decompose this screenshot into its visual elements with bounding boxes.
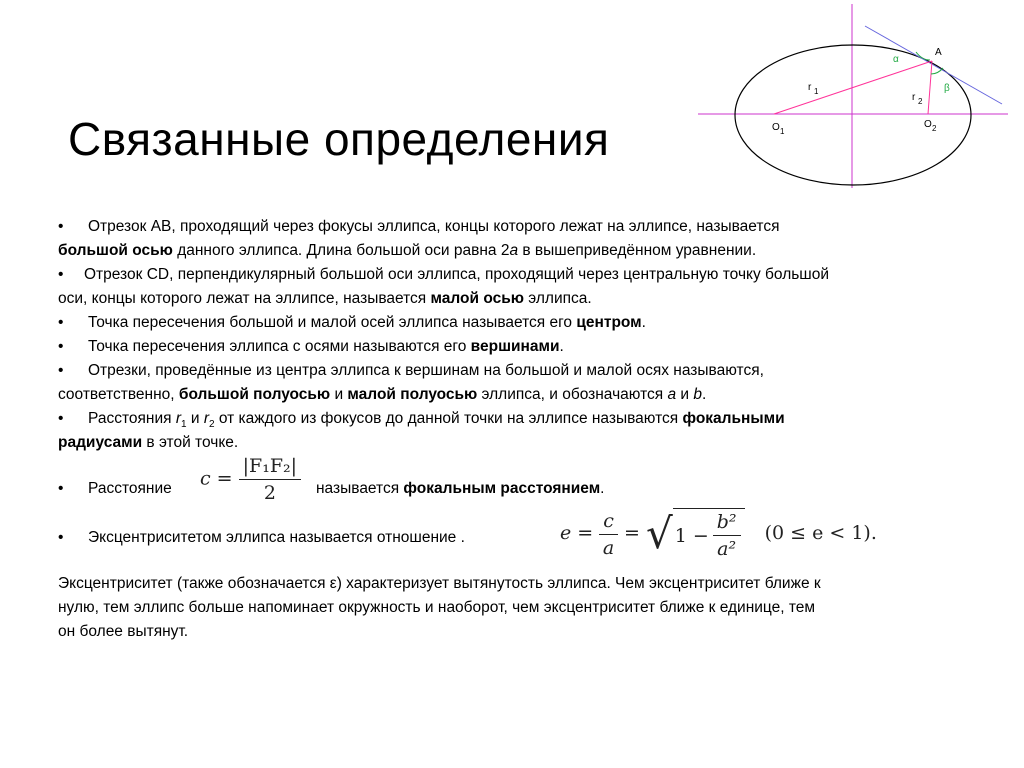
ellipse-diagram (690, 0, 1020, 190)
label-o1-sub: 1 (780, 127, 785, 136)
label-a: A (935, 47, 942, 58)
tangent-line (865, 26, 1002, 104)
bullet-semiaxes-line1: • Отрезки, проведённые из центра эллипса к вершинам на большой и малой осях называются, (58, 359, 978, 383)
label-beta: β (944, 83, 950, 94)
term-major-axis: большой осью (58, 242, 173, 259)
bullet-major-axis-line1: • Отрезок AB, проходящий через фокусы эллипса, концы которого лежат на эллипсе, называется (58, 215, 978, 239)
eccentricity-formula: e = $\frac{c}{a}$ = √ 1 − $\frac{\text{b²}}{\text{a²}}$ (0 ≤ e < 1). (560, 509, 877, 560)
label-r1-sub: 1 (814, 87, 819, 96)
bullet-focal-radii-line1: • Расстояния $r_1$ и $r_2$ от каждого из фокусов до данной точки на эллипсе называются фокальными (58, 407, 978, 431)
bullet-marker: • (58, 314, 64, 331)
bullet-marker: • (58, 529, 64, 546)
bullet-marker: • (58, 218, 64, 235)
label-r1: r (808, 82, 812, 93)
bullet-minor-axis-line1: • Отрезок CD, перпендикулярный большой оси эллипса, проходящий через центральную точку большой (58, 263, 978, 287)
term-semi-major: большой полуосью (178, 386, 331, 403)
bullet-major-axis-line2: большой осью данного эллипса. Длина большой оси равна 2a в вышеприведённом уравнении. (58, 242, 757, 259)
bullet-marker: • (58, 480, 64, 497)
bullet-marker: • (58, 266, 64, 283)
label-o2: O (924, 119, 932, 130)
term-focal-distance: фокальным расстоянием (403, 480, 601, 497)
bullet-marker: • (58, 362, 64, 379)
label-r2-sub: 2 (918, 97, 923, 106)
label-alpha: α (893, 54, 899, 65)
bullet-minor-axis-line2: оси, концы которого лежат на эллипсе, называется малой осью эллипса. (58, 290, 592, 307)
bullet-focal-distance: • Расстояние (58, 477, 172, 501)
slide-title: Связанные определения (68, 113, 610, 165)
label-o2-sub: 2 (932, 124, 937, 133)
definitions-list (58, 215, 978, 455)
bullet-semiaxes-line2: соответственно, большой полуосью и малой полуосью эллипса, и обозначаются a и b. (58, 386, 707, 403)
focal-fraction: $\frac{\text{|F₁F₂|}}{2}$ (239, 455, 301, 504)
bullet-center: • Точка пересечения большой и малой осей эллипса называется его центром. (58, 311, 978, 335)
focal-distance-text: называется фокальным расстоянием. (316, 480, 605, 497)
radius-r1 (774, 61, 932, 114)
term-minor-axis: малой осью (430, 290, 524, 307)
term-vertices: вершинами (470, 338, 560, 355)
bullet-marker: • (58, 338, 64, 355)
focal-distance-formula: c = $\frac{\text{|F₁F₂|}}{2}$ (200, 455, 301, 504)
bullet-eccentricity: • Эксцентриситетом эллипса называется отношение . (58, 526, 465, 550)
eccentricity-paragraph: Эксцентриситет (также обозначается ε) характеризует вытянутость эллипса. Чем эксцентриситет ближе к нулю, тем эллипс больше напоминает окружность и наоборот, чем эксцентриситет ближе к единице, тем он более вытянут. (58, 575, 821, 640)
term-focal: фокальными (682, 410, 785, 427)
term-semi-minor: малой полуосью (347, 386, 478, 403)
bullet-marker: • (58, 410, 64, 427)
bullet-vertices: • Точка пересечения эллипса с осями называются его вершинами. (58, 335, 978, 359)
bullet-focal-radii-line2: радиусами в этой точке. (58, 434, 239, 451)
label-o1: O (772, 122, 780, 133)
sqrt-sign-icon: √ (645, 509, 673, 558)
term-center: центром (576, 314, 642, 331)
radius-r2 (928, 61, 932, 114)
term-radii: радиусами (58, 434, 143, 451)
label-r2: r (912, 92, 916, 103)
